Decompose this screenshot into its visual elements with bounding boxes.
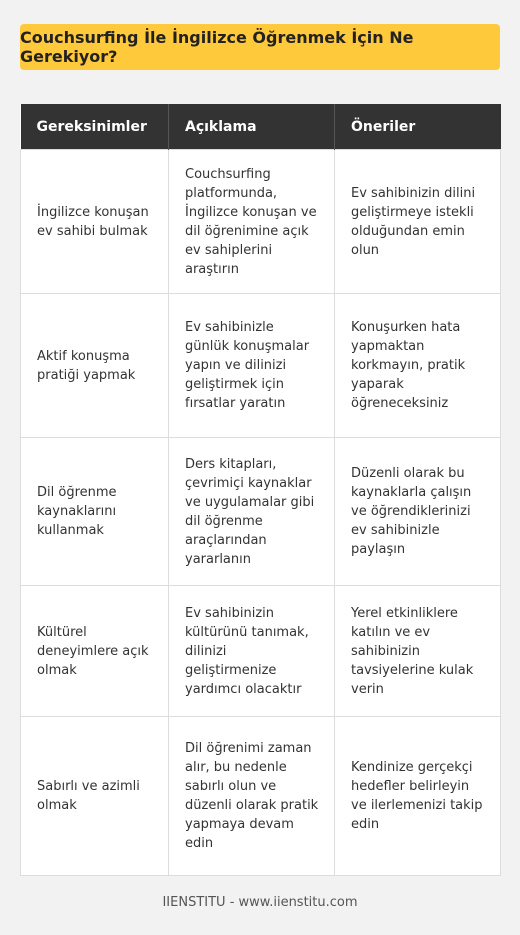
description-cell: Ders kitapları, çevrimiçi kaynaklar ve uygulamalar gibi dil öğrenme araçlarından yararlanın	[169, 438, 335, 586]
table-row	[21, 150, 501, 294]
requirement-cell: Sabırlı ve azimli olmak	[21, 717, 169, 876]
requirements-table	[20, 104, 501, 876]
page-title: Couchsurfing İle İngilizce Öğrenmek İçin Ne Gerekiyor?	[20, 28, 414, 66]
table-row	[21, 438, 501, 586]
description-cell: Couchsurfing platformunda, İngilizce konuşan ve dil öğrenimine açık ev sahiplerini araştırın	[169, 150, 335, 294]
requirement-cell: Dil öğrenme kaynaklarını kullanmak	[21, 438, 169, 586]
description-cell: Dil öğrenimi zaman alır, bu nedenle sabırlı olun ve düzenli olarak pratik yapmaya devam edin	[169, 717, 335, 876]
suggestion-cell: Ev sahibinizin dilini geliştirmeye istekli olduğundan emin olun	[335, 150, 501, 294]
requirement-cell: Aktif konuşma pratiği yapmak	[21, 294, 169, 438]
table-row	[21, 294, 501, 438]
suggestion-cell: Kendinize gerçekçi hedefler belirleyin ve ilerlemenizi takip edin	[335, 717, 501, 876]
description-cell: Ev sahibinizin kültürünü tanımak, dilinizi geliştirmenize yardımcı olacaktır	[169, 586, 335, 717]
requirement-cell: Kültürel deneyimlere açık olmak	[21, 586, 169, 717]
requirement-cell: İngilizce konuşan ev sahibi bulmak	[21, 150, 169, 294]
suggestion-cell: Yerel etkinliklere katılın ve ev sahibinizin tavsiyelerine kulak verin	[335, 586, 501, 717]
table-row	[21, 717, 501, 876]
description-cell: Ev sahibinizle günlük konuşmalar yapın ve dilinizi geliştirmek için fırsatlar yaratın	[169, 294, 335, 438]
table-header-row	[21, 104, 501, 150]
suggestion-cell: Düzenli olarak bu kaynaklarla çalışın ve öğrendiklerinizi ev sahibinizle paylaşın	[335, 438, 501, 586]
title-banner	[20, 24, 500, 70]
header-suggestions: Öneriler	[335, 104, 501, 150]
table-row	[21, 586, 501, 717]
header-description: Açıklama	[169, 104, 335, 150]
header-requirements: Gereksinimler	[21, 104, 169, 150]
suggestion-cell: Konuşurken hata yapmaktan korkmayın, pratik yaparak öğreneceksiniz	[335, 294, 501, 438]
footer-credit: IIENSTITU - www.iienstitu.com	[162, 895, 358, 910]
